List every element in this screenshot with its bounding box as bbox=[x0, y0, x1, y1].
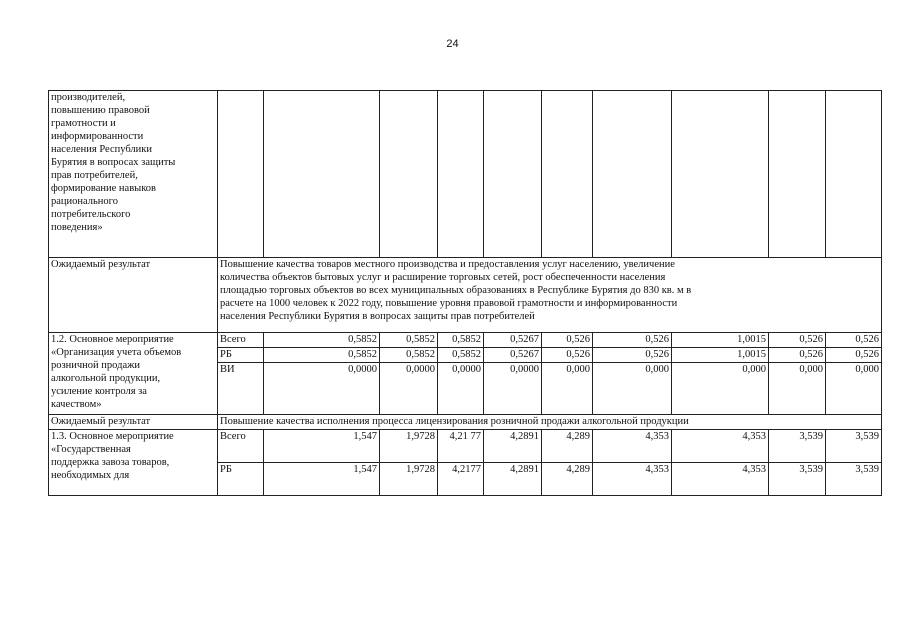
name-line: поддержка завоза товаров, bbox=[51, 457, 170, 468]
name-line: грамотности и bbox=[51, 118, 116, 129]
value-cell: 0,5852 bbox=[380, 333, 438, 348]
name-line: рационального bbox=[51, 196, 118, 207]
result-line: Повышение качества товаров местного производства и предоставления услуг населению, увеличение bbox=[220, 259, 675, 270]
result-line: количества объектов бытовых услуг и расширение торговых сетей, рост обеспеченности населения bbox=[220, 272, 666, 283]
name-line: 1.2. Основное мероприятие bbox=[51, 334, 174, 345]
result-line: площадью торговых объектов во всех муниципальных образованиях в Республике Бурятия до 830 кв. м в bbox=[220, 285, 692, 296]
value-cell: 4,21 77 bbox=[438, 430, 484, 463]
value-cell: 0,5852 bbox=[438, 333, 484, 348]
value-cell: 0,5852 bbox=[380, 348, 438, 363]
measure-name-cell bbox=[49, 430, 218, 496]
result-line: расчете на 1000 человек к 2022 году, повышение уровня правовой грамотности и информированности bbox=[220, 298, 678, 309]
value-cell: 0,000 bbox=[769, 363, 826, 415]
value-cell: 0,000 bbox=[593, 363, 672, 415]
empty-cell bbox=[218, 91, 264, 258]
value-cell: 0,000 bbox=[542, 363, 593, 415]
value-cell: 0,5267 bbox=[484, 348, 542, 363]
value-cell: 3,539 bbox=[769, 463, 826, 496]
value-cell: 3,539 bbox=[826, 430, 882, 463]
expected-result-label: Ожидаемый результат bbox=[49, 415, 218, 430]
name-line: алкогольной продукции, bbox=[51, 373, 161, 384]
empty-cell bbox=[380, 91, 438, 258]
value-cell: 1,9728 bbox=[380, 430, 438, 463]
value-cell: 1,9728 bbox=[380, 463, 438, 496]
empty-cell bbox=[438, 91, 484, 258]
measure-name-cell bbox=[49, 333, 218, 415]
value-cell: 1,0015 bbox=[672, 333, 769, 348]
table-row bbox=[49, 258, 882, 333]
value-cell: 0,526 bbox=[593, 348, 672, 363]
value-cell: 0,0000 bbox=[438, 363, 484, 415]
name-line: 1.3. Основное мероприятие bbox=[51, 431, 174, 442]
source-cell: Всего bbox=[218, 333, 264, 348]
value-cell: 0,526 bbox=[769, 348, 826, 363]
value-cell: 3,539 bbox=[769, 430, 826, 463]
value-cell: 4,353 bbox=[672, 463, 769, 496]
name-line: «Государственная bbox=[51, 444, 131, 455]
value-cell: 4,2891 bbox=[484, 463, 542, 496]
empty-cell bbox=[484, 91, 542, 258]
value-cell: 0,0000 bbox=[380, 363, 438, 415]
empty-cell bbox=[826, 91, 882, 258]
name-line: поведения» bbox=[51, 222, 103, 233]
measure-name-cell bbox=[49, 91, 218, 258]
name-line: розничной продажи bbox=[51, 360, 140, 371]
value-cell: 0,526 bbox=[542, 333, 593, 348]
value-cell: 4,289 bbox=[542, 430, 593, 463]
name-line: Бурятия в вопросах защиты bbox=[51, 157, 176, 168]
value-cell: 0,5267 bbox=[484, 333, 542, 348]
value-cell: 0,000 bbox=[826, 363, 882, 415]
empty-cell bbox=[264, 91, 380, 258]
result-line: населения Республики Бурятия в вопросах защиты прав потребителей bbox=[220, 311, 535, 322]
name-line: усиление контроля за bbox=[51, 386, 147, 397]
value-cell: 4,2891 bbox=[484, 430, 542, 463]
name-line: информированности bbox=[51, 131, 144, 142]
value-cell: 4,353 bbox=[593, 430, 672, 463]
source-cell: РБ bbox=[218, 463, 264, 496]
name-line: прав потребителей, bbox=[51, 170, 138, 181]
table-row bbox=[49, 333, 882, 348]
value-cell: 0,526 bbox=[826, 333, 882, 348]
expected-result-text: Повышение качества исполнения процесса лицензирования розничной продажи алкогольной продукции bbox=[218, 415, 882, 430]
value-cell: 4,353 bbox=[672, 430, 769, 463]
value-cell: 0,526 bbox=[542, 348, 593, 363]
value-cell: 4,353 bbox=[593, 463, 672, 496]
value-cell: 4,2177 bbox=[438, 463, 484, 496]
expected-result-label: Ожидаемый результат bbox=[49, 258, 218, 333]
financing-table bbox=[48, 90, 882, 496]
table-row bbox=[49, 430, 882, 463]
empty-cell bbox=[672, 91, 769, 258]
value-cell: 0,0000 bbox=[264, 363, 380, 415]
value-cell: 0,5852 bbox=[264, 333, 380, 348]
name-line: населения Республики bbox=[51, 144, 152, 155]
value-cell: 4,289 bbox=[542, 463, 593, 496]
source-cell: ВИ bbox=[218, 363, 264, 415]
value-cell: 0,526 bbox=[769, 333, 826, 348]
name-line: формирование навыков bbox=[51, 183, 156, 194]
page-number: 24 bbox=[446, 38, 459, 50]
value-cell: 0,526 bbox=[826, 348, 882, 363]
value-cell: 1,547 bbox=[264, 463, 380, 496]
empty-cell bbox=[769, 91, 826, 258]
value-cell: 0,0000 bbox=[484, 363, 542, 415]
table-row bbox=[49, 415, 882, 430]
source-cell: РБ bbox=[218, 348, 264, 363]
expected-result-text bbox=[218, 258, 882, 333]
empty-cell bbox=[593, 91, 672, 258]
name-line: «Организация учета объемов bbox=[51, 347, 182, 358]
value-cell: 0,000 bbox=[672, 363, 769, 415]
empty-cell bbox=[542, 91, 593, 258]
name-line: качеством» bbox=[51, 399, 102, 410]
value-cell: 1,547 bbox=[264, 430, 380, 463]
source-cell: Всего bbox=[218, 430, 264, 463]
name-line: потребительского bbox=[51, 209, 131, 220]
value-cell: 1,0015 bbox=[672, 348, 769, 363]
value-cell: 0,526 bbox=[593, 333, 672, 348]
table-row bbox=[49, 91, 882, 258]
value-cell: 0,5852 bbox=[264, 348, 380, 363]
name-line: производителей, bbox=[51, 92, 126, 103]
name-line: необходимых для bbox=[51, 470, 130, 481]
name-line: повышению правовой bbox=[51, 105, 150, 116]
value-cell: 3,539 bbox=[826, 463, 882, 496]
value-cell: 0,5852 bbox=[438, 348, 484, 363]
